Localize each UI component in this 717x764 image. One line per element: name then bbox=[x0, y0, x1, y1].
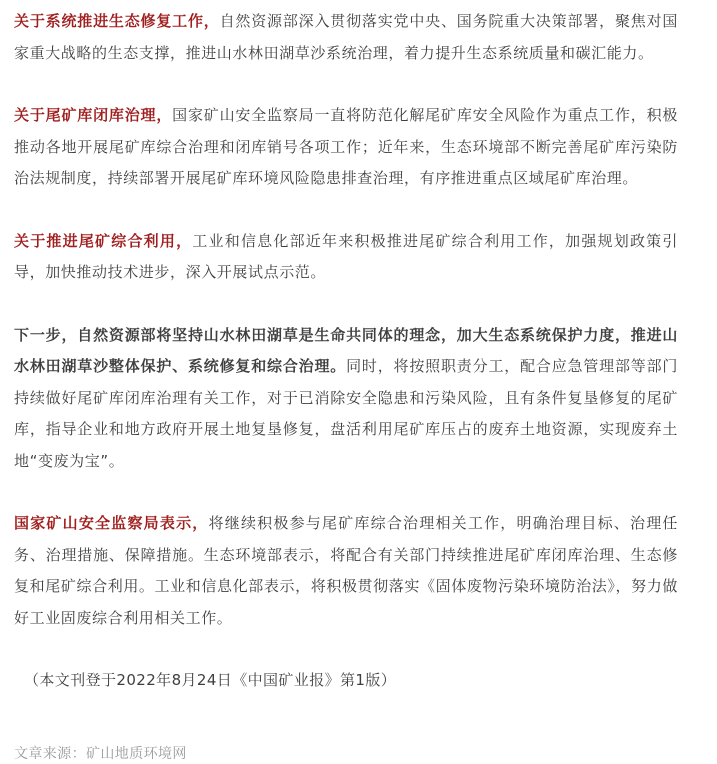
article-body bbox=[14, 6, 678, 697]
paragraph-lead: 关于系统推进生态修复工作， bbox=[14, 12, 220, 30]
paragraph-text: 工业和信息化部近年来积极推进尾矿综合利用工作，加强规划政策引导，加快推动技术进步，深入开展试点示范。 bbox=[14, 231, 678, 281]
paragraph-ecological-restoration bbox=[14, 6, 678, 69]
paragraph-text: 同时，将按照职责分工，配合应急管理部等部门持续做好尾矿库闭库治理有关工作，对于已消除安全隐患和污染风险，且有条件复垦修复的尾矿库，指导企业和地方政府开展土地复垦修复，盘活利用尾矿库压占的废弃土地资源，实现废弃土地“变废为宝”。 bbox=[14, 357, 678, 470]
paragraph-tailings-utilization bbox=[14, 226, 678, 289]
article-source: 文章来源：矿山地质环境网 bbox=[14, 746, 187, 762]
publication-note: （本文刊登于2022年8月24日《中国矿业报》第1版） bbox=[24, 671, 397, 689]
paragraph-text: 将继续积极参与尾矿库综合治理相关工作，明确治理目标、治理任务、治理措施、保障措施。生态环境部表示，将配合有关部门持续推进尾矿库闭库治理、生态修复和尾矿综合利用。工业和信息化部表示，将积极贯彻落实《固体废物污染环境防治法》，努力做好工业固废综合利用相关工作。 bbox=[14, 514, 679, 627]
paragraph-next-steps bbox=[14, 320, 678, 478]
paragraph-mine-safety-bureau bbox=[14, 508, 678, 634]
paragraph-text: 自然资源部深入贯彻落实党中央、国务院重大决策部署，聚焦对国家重大战略的生态支撑，推进山水林田湖草沙系统治理，着力提升生态系统质量和碳汇能力。 bbox=[14, 12, 678, 62]
paragraph-lead: 下一步，自然资源部将坚持山水林田湖草是生命共同体的理念，加大生态系统保护力度，推进山水林田湖草沙整体保护、系统修复和综合治理。 bbox=[14, 325, 678, 375]
paragraph-lead: 关于推进尾矿综合利用， bbox=[14, 231, 193, 250]
paragraph-lead: 关于尾矿库闭库治理， bbox=[14, 106, 173, 124]
paragraph-lead: 国家矿山安全监察局表示， bbox=[14, 514, 209, 532]
paragraph-text: 国家矿山安全监察局一直将防范化解尾矿库安全风险作为重点工作，积极推动各地开展尾矿库综合治理和闭库销号各项工作；近年来，生态环境部不断完善尾矿库污染防治法规制度，持续部署开展尾矿库环境风险隐患排查治理，有序推进重点区域尾矿库治理。 bbox=[14, 106, 678, 187]
paragraph-tailings-closure bbox=[14, 100, 678, 195]
